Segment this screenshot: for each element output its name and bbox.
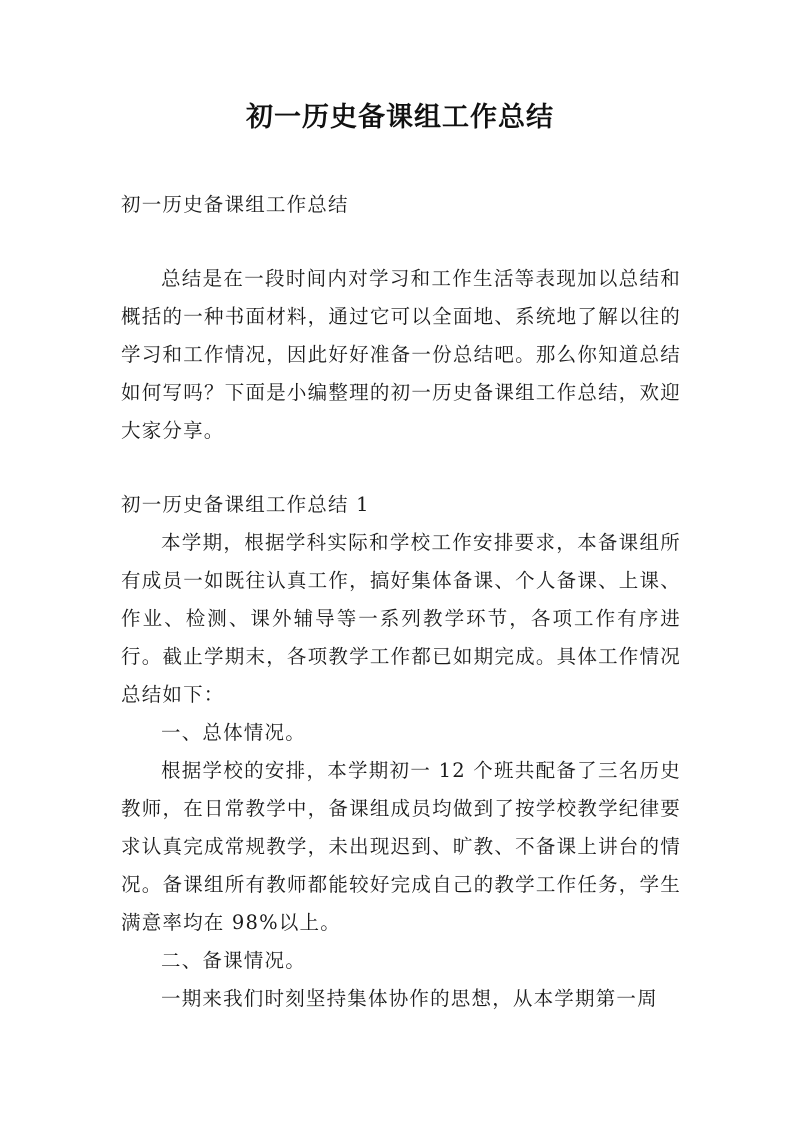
document-title: 初一历史备课组工作总结 [246, 102, 554, 133]
body-paragraph: 根据学校的安排，本学期初一 12 个班共配备了三名历史教师，在日常教学中，备课组成员均做到了按学校教学纪律要求认真完成常规教学，未出现迟到、旷教、不备课上讲台的情况。备课组所有教师都能较好完成自己的教学工作任务，学生满意率均在 98%以上。 [121, 759, 681, 934]
subsection-heading-overview: 一、总体情况。 [161, 721, 306, 744]
intro-paragraph: 总结是在一段时间内对学习和工作生活等表现加以总结和概括的一种书面材料，通过它可以全面地、系统地了解以往的学习和工作情况，因此好好准备一份总结吧。那么你知道总结如何写吗？下面是小编整理的初一历史备课组工作总结，欢迎大家分享。 [121, 267, 681, 442]
section-body [121, 524, 681, 1018]
section-heading: 初一历史备课组工作总结 1 [121, 493, 370, 516]
body-paragraph: 本学期，根据学科实际和学校工作安排要求，本备课组所有成员一如既往认真工作，搞好集体备课、个人备课、上课、作业、检测、课外辅导等一系列教学环节，各项工作有序进行。截止学期末，各项教学工作都已如期完成。具体工作情况总结如下： [121, 531, 681, 706]
subsection-heading-preparation: 二、备课情况。 [161, 949, 306, 972]
document-subtitle: 初一历史备课组工作总结 [121, 193, 349, 216]
body-paragraph: 一期来我们时刻坚持集体协作的思想，从本学期第一周 [161, 987, 658, 1010]
